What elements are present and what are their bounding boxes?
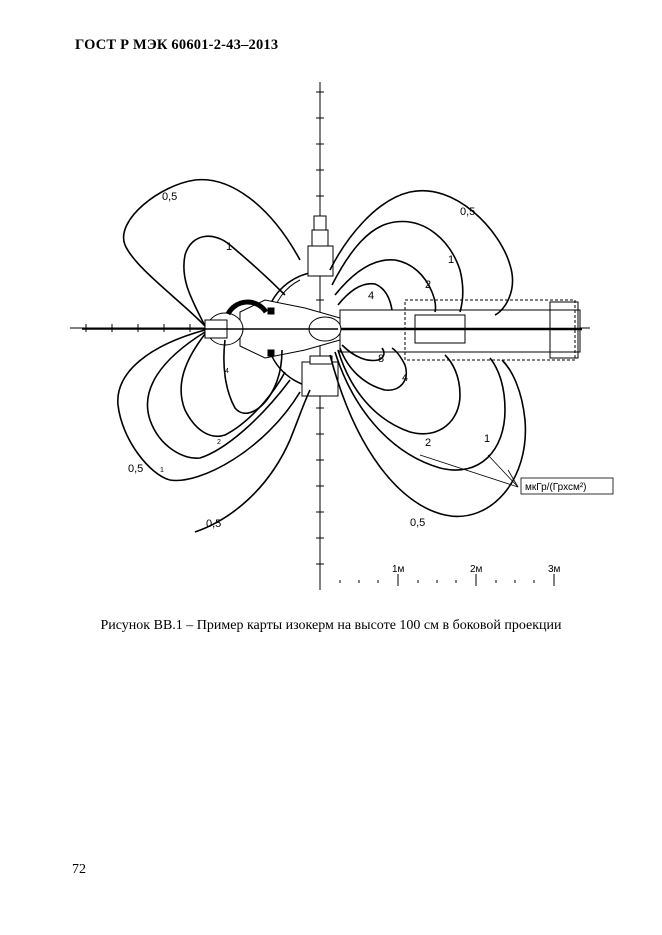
label-ur-inner: 2 bbox=[425, 279, 432, 291]
detector bbox=[308, 246, 333, 276]
unit-leaders bbox=[420, 455, 518, 487]
label-ul-inner: 1 bbox=[226, 241, 233, 253]
label-lr-outer: 1 bbox=[484, 433, 491, 445]
label-lr-core: 8 bbox=[378, 353, 385, 365]
label-ll-bottom: 0,5 bbox=[206, 518, 222, 530]
contour-lr-2 bbox=[338, 350, 460, 434]
document-header: ГОСТ Р МЭК 60601-2-43–2013 bbox=[75, 37, 279, 53]
contour-lr-0-5 bbox=[330, 355, 525, 516]
label-ur-innermost: 4 bbox=[368, 290, 375, 302]
contour-ur-2 bbox=[335, 260, 436, 312]
patient-table bbox=[340, 310, 580, 352]
label-lr-mid: 2 bbox=[425, 437, 432, 449]
label-ll-inner: 2 bbox=[217, 439, 221, 446]
scale-label-3m: 3м bbox=[548, 564, 561, 575]
contour-ur-4 bbox=[338, 284, 392, 310]
unit-label: мкГр/(Грхсм²) bbox=[525, 482, 587, 493]
figure-caption: Рисунок ВВ.1 – Пример карты изокерм на высоте 100 см в боковой проекции bbox=[100, 618, 562, 633]
label-ur-outer: 0,5 bbox=[460, 206, 476, 218]
scale-label-1m: 1м bbox=[392, 564, 405, 575]
label-lr-bottom: 0,5 bbox=[410, 517, 426, 529]
scale-label-2m: 2м bbox=[470, 564, 483, 575]
label-ul-outer: 0,5 bbox=[162, 191, 178, 203]
contour-labels bbox=[128, 191, 490, 530]
label-lr-inner: 4 bbox=[402, 372, 409, 384]
scale-bar bbox=[340, 574, 554, 586]
page-number: 72 bbox=[72, 862, 86, 877]
label-ur-mid: 1 bbox=[448, 254, 455, 266]
label-ll-outer: 0,5 bbox=[128, 463, 144, 475]
contour-ur-0-5 bbox=[330, 191, 512, 315]
contour-lr-4 bbox=[340, 348, 409, 390]
contour-lr-1 bbox=[335, 352, 505, 470]
label-ll-mid: 1 bbox=[160, 467, 164, 474]
equipment bbox=[82, 216, 582, 396]
label-ll-innermost: 4 bbox=[225, 368, 229, 375]
